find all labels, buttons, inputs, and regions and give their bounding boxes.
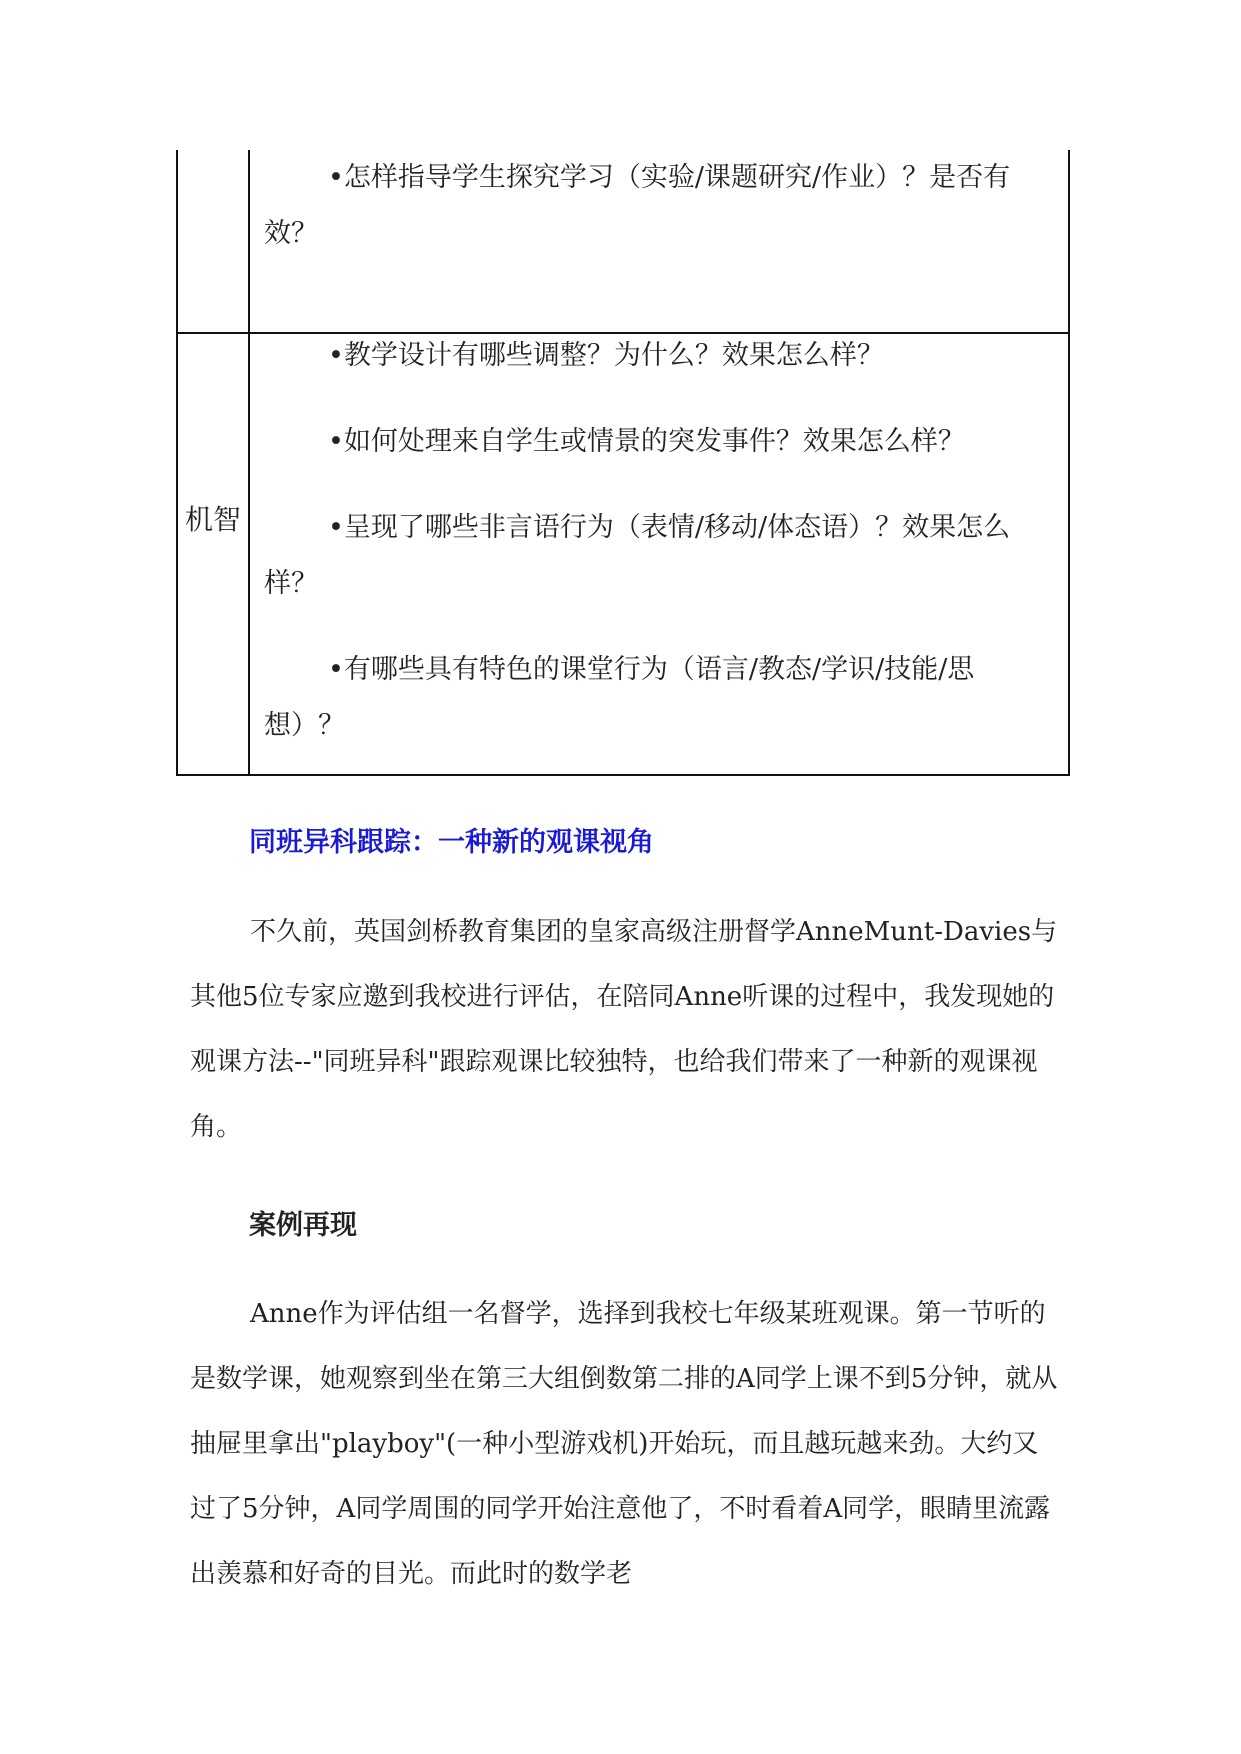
table-cell-inquiry (264, 150, 1054, 262)
table-cell-wit (264, 328, 1054, 754)
column-divider (248, 150, 250, 332)
section-heading-tracking: 同班异科跟踪：一种新的观课视角 (249, 827, 654, 858)
paragraph-case: Anne作为评估组一名督学，选择到我校七年级某班观课。第一节听的是数学课，她观察到坐在第三大组倒数第二排的A同学上课不到5分钟，就从抽屉里拿出"playboy"(一种小型游戏机)开始玩，而且越玩越来劲。大约又过了5分钟，A同学周围的同学开始注意他了，不时看着A同学，眼睛里流露出羡慕和好奇的目光。而此时的数学老 (190, 1299, 1058, 1589)
column-divider (248, 334, 250, 774)
wit-item: •教学设计有哪些调整？为什么？效果怎么样？ (328, 340, 884, 371)
paragraph-intro: 不久前，英国剑桥教育集团的皇家高级注册督学AnneMunt-Davies与其他5位专家应邀到我校进行评估，在陪同Anne听课的过程中，我发现她的观课方法--"同班异科"跟踪观课比较独特，也给我们带来了一种新的观课视角。 (190, 917, 1058, 1142)
inquiry-item: •怎样指导学生探究学习（实验/课题研究/作业）？是否有效？ (264, 162, 1011, 249)
section-heading-case: 案例再现 (249, 1210, 357, 1241)
wit-item: •有哪些具有特色的课堂行为（语言/教态/学识/技能/思想）？ (264, 654, 975, 741)
table-row-inquiry (176, 150, 1070, 334)
wit-item: •呈现了哪些非言语行为（表情/移动/体态语）？效果怎么样？ (264, 512, 1011, 599)
wit-item: •如何处理来自学生或情景的突发事件？效果怎么样？ (328, 426, 965, 457)
table-row-wit (176, 332, 1070, 776)
row-label-wit: 机智 (184, 503, 241, 536)
